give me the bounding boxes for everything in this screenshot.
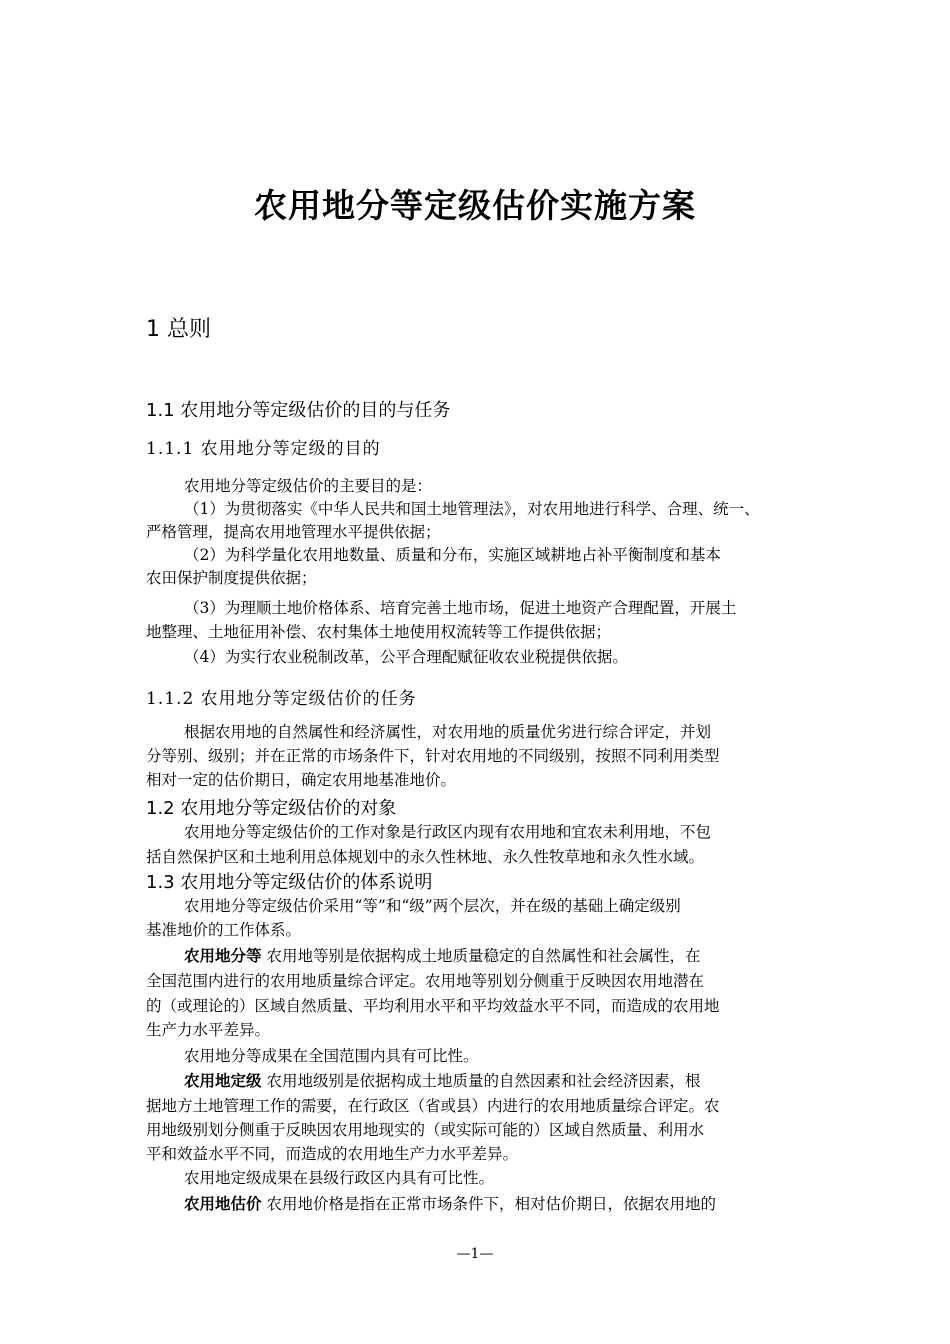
paragraph-line: （4）为实行农业税制改革，公平合理配赋征收农业税提供依据。 xyxy=(184,648,628,666)
paragraph-line: （3）为理顺土地价格体系、培育完善土地市场，促进土地资产合理配置，开展土 xyxy=(184,599,737,617)
paragraph-line: 据地方土地管理工作的需要，在行政区（省或县）内进行的农用地质量综合评定。农 xyxy=(146,1097,720,1115)
subsection-heading-1-1-2: 1.1.2 农用地分等定级估价的任务 xyxy=(146,689,417,709)
paragraph-line: 农用地分等定级估价的主要目的是： xyxy=(184,477,433,495)
paragraph-line: 农田保护制度提供依据； xyxy=(146,569,317,587)
paragraph-line: 基准地价的工作体系。 xyxy=(146,921,302,939)
paragraph-line: 分等别、级别；并在正常的市场条件下，针对农用地的不同级别，按照不同利用类型 xyxy=(146,747,720,765)
paragraph-line: （1）为贯彻落实《中华人民共和国土地管理法》，对农用地进行科学、合理、统一、 xyxy=(184,500,760,518)
paragraph-line: 相对一定的估价期日，确定农用地基准地价。 xyxy=(146,771,457,789)
definition-term: 农用地估价 xyxy=(184,1195,262,1213)
definition-line xyxy=(184,1069,700,1091)
section-heading-1-2: 1.2 农用地分等定级估价的对象 xyxy=(146,798,397,819)
paragraph-line: 农用地分等定级估价的工作对象是行政区内现有农用地和宜农未利用地，不包 xyxy=(184,823,712,841)
section-heading-1-1: 1.1 农用地分等定级估价的目的与任务 xyxy=(146,400,451,421)
definition-term: 农用地分等 xyxy=(184,947,262,965)
chapter-heading: 1 总则 xyxy=(146,317,211,342)
paragraph-line: 用地级别划分侧重于反映因农用地现实的（或实际可能的）区域自然质量、利用水 xyxy=(146,1121,705,1139)
paragraph-line: 全国范围内进行的农用地质量综合评定。农用地等别划分侧重于反映因农用地潜在 xyxy=(146,972,705,990)
definition-text: 农用地等别是依据构成土地质量稳定的自然属性和社会属性，在 xyxy=(261,947,701,965)
definition-line xyxy=(184,1192,716,1214)
paragraph-line: 农用地定级成果在县级行政区内具有可比性。 xyxy=(184,1169,495,1187)
page-number: —1— xyxy=(456,1246,494,1262)
subsection-heading-1-1-1: 1.1.1 农用地分等定级的目的 xyxy=(146,439,381,459)
paragraph-line: 括自然保护区和土地利用总体规划中的永久性林地、永久性牧草地和永久性水域。 xyxy=(146,848,705,866)
section-heading-1-3: 1.3 农用地分等定级估价的体系说明 xyxy=(146,872,433,893)
paragraph-line: 平和效益水平不同，而造成的农用地生产力水平差异。 xyxy=(146,1145,519,1163)
paragraph-line: （2）为科学量化农用地数量、质量和分布，实施区域耕地占补平衡制度和基本 xyxy=(184,546,721,564)
document-title: 农用地分等定级估价实施方案 xyxy=(254,186,696,225)
paragraph-line: 严格管理，提高农用地管理水平提供依据； xyxy=(146,523,441,541)
paragraph-line: 农用地分等定级估价采用“等”和“级”两个层次，并在级的基础上确定级别 xyxy=(184,897,681,915)
paragraph-line: 根据农用地的自然属性和经济属性，对农用地的质量优劣进行综合评定，并划 xyxy=(184,723,712,741)
paragraph-line: 地整理、土地征用补偿、农村集体土地使用权流转等工作提供依据； xyxy=(146,623,612,641)
paragraph-line: 农用地分等成果在全国范围内具有可比性。 xyxy=(184,1047,479,1065)
definition-line xyxy=(184,944,700,966)
definition-term: 农用地定级 xyxy=(184,1072,262,1090)
definition-text: 农用地价格是指在正常市场条件下，相对估价期日，依据农用地的 xyxy=(261,1195,716,1213)
definition-text: 农用地级别是依据构成土地质量的自然因素和社会经济因素，根 xyxy=(261,1072,701,1090)
paragraph-line: 生产力水平差异。 xyxy=(146,1021,271,1039)
paragraph-line: 的（或理论的）区域自然质量、平均利用水平和平均效益水平不同，而造成的农用地 xyxy=(146,997,720,1015)
